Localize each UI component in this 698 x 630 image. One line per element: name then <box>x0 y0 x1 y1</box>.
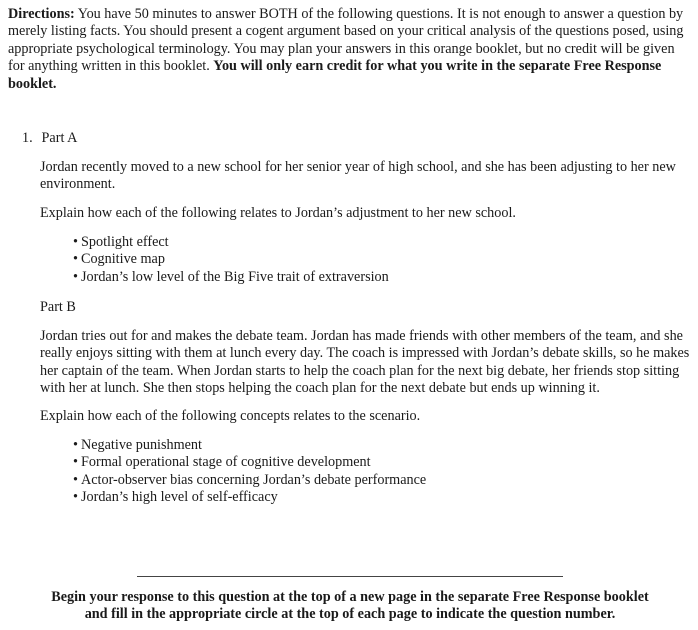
part-a-scenario: Jordan recently moved to a new school for her senior year of high school, and she has been adjusting to her new environment. <box>40 159 676 193</box>
part-b-prompt: Explain how each of the following concepts relates to the scenario. <box>40 408 421 424</box>
footer-line-2: and fill in the appropriate circle at the top of each page to indicate the question number. <box>84 606 616 623</box>
bullet-icon: • <box>73 454 78 471</box>
bullet-icon: • <box>73 437 78 453</box>
list-item: • Jordan’s low level of the Big Five trait of extraversion <box>73 268 389 285</box>
part-a-prompt: Explain how each of the following relates to Jordan’s adjustment to her new school. <box>40 205 516 221</box>
list-item: • Actor-observer bias concerning Jordan’s debate performance <box>73 471 427 488</box>
directions-label: Directions: <box>8 6 75 22</box>
directions-credit-note: You will only earn credit for what you write in the separate Free Response booklet. <box>8 58 662 92</box>
footer-line-1: Begin your response to this question at the top of a new page in the separate Free Response booklet <box>51 589 649 605</box>
directions-paragraph <box>8 6 694 93</box>
question-number: 1. <box>22 130 33 146</box>
directions-text: You have 50 minutes to answer BOTH of the following questions. It is not enough to answer a question by merely listing facts. You should present a cogent argument based on your critical analysis of the questions posed, using appropriate psychological terminology. You may plan your answers in this orange booklet, but no credit will be given for anything written in this booklet. <box>8 6 684 75</box>
bullet-icon: • <box>73 268 78 285</box>
list-item: • Negative punishment <box>73 437 202 453</box>
bullet-icon: • <box>73 489 78 506</box>
divider-line <box>137 576 563 577</box>
list-item: • Spotlight effect <box>73 234 169 250</box>
question-header <box>22 130 77 147</box>
footer-instructions <box>20 589 680 624</box>
part-b-label: Part B <box>40 299 76 315</box>
bullet-icon: • <box>73 251 78 268</box>
part-a-label: Part A <box>41 130 78 146</box>
list-item: • Cognitive map <box>73 251 165 268</box>
part-b-bullet-list <box>73 437 426 507</box>
part-b-scenario: Jordan tries out for and makes the debate team. Jordan has made friends with other members of the team, and she really enjoys sitting with them at lunch every day. The coach is impressed with Jordan’s debate skills, so he makes her captain of the team. When Jordan starts to help the coach plan for the next big debate, her friends stop sitting with her at lunch. She then stops helping the coach plan for the next debate but ends up winning it. <box>40 328 690 397</box>
part-a-bullet-list <box>73 234 389 286</box>
bullet-icon: • <box>73 471 78 488</box>
list-item: • Formal operational stage of cognitive development <box>73 454 371 471</box>
bullet-icon: • <box>73 234 78 250</box>
list-item: • Jordan’s high level of self-efficacy <box>73 489 278 506</box>
